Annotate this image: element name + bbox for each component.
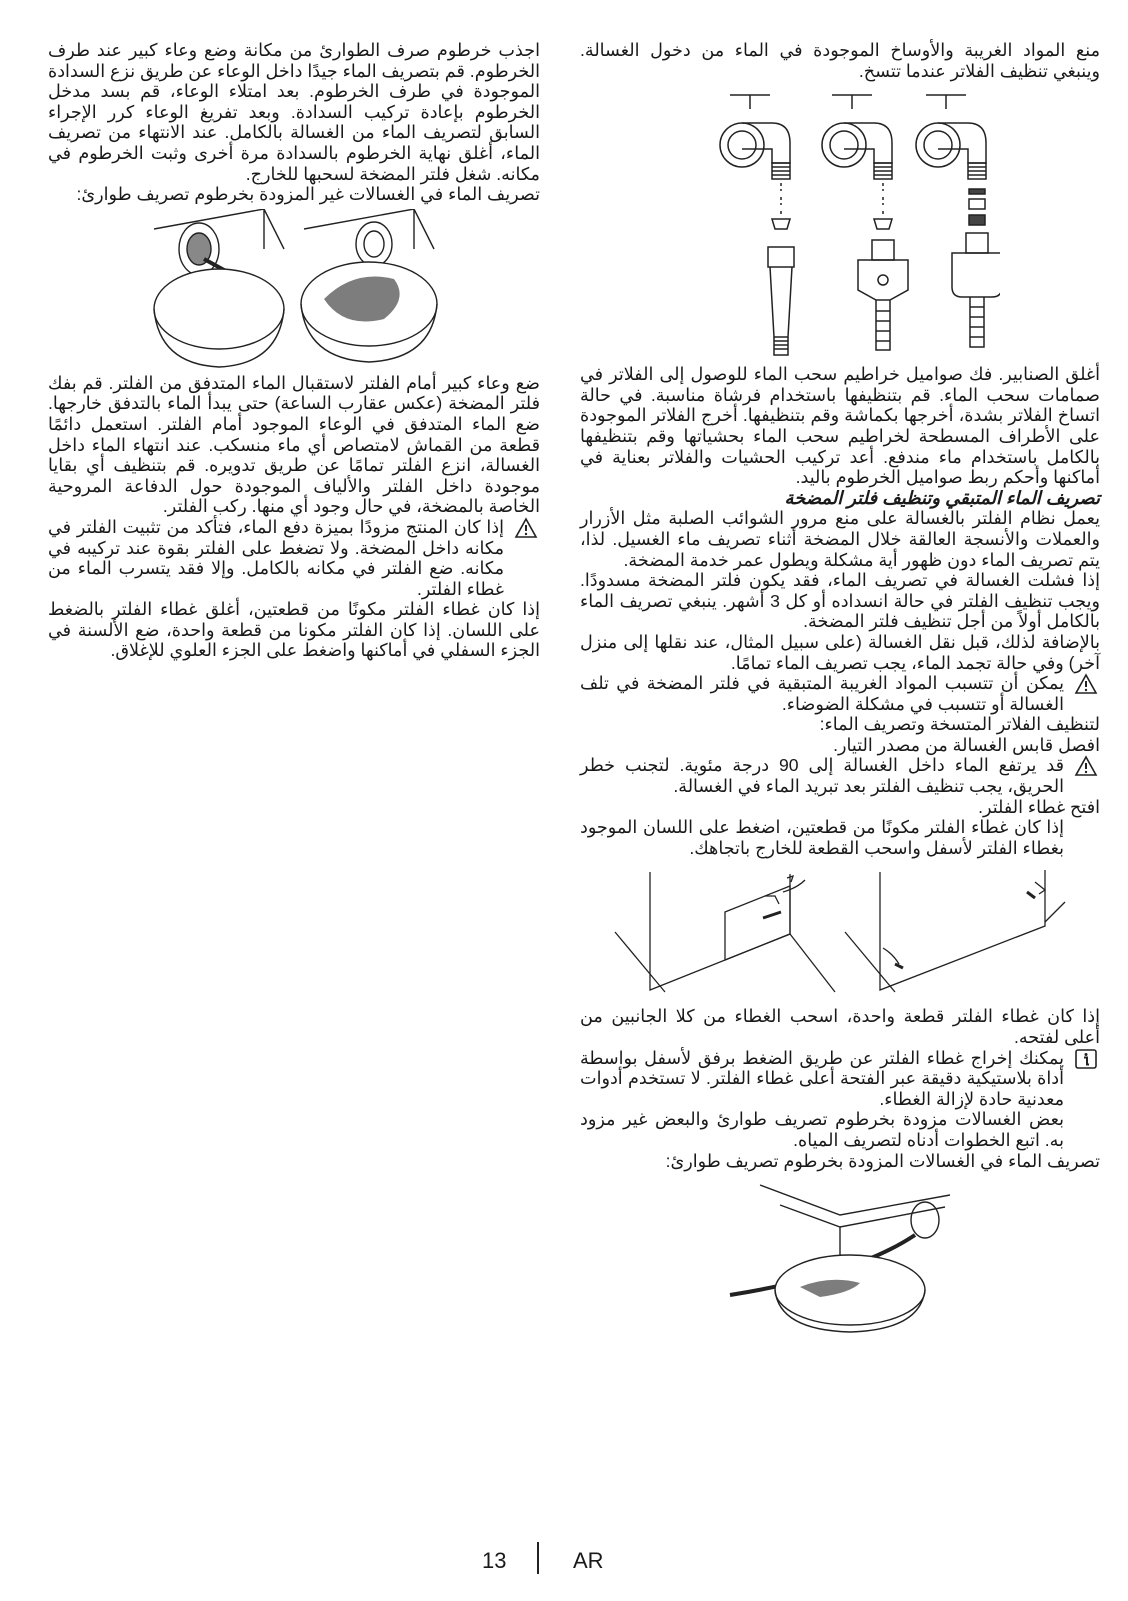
page-number: 13 <box>482 1548 507 1573</box>
info-note <box>580 1048 1100 1110</box>
tap-icon <box>720 95 794 355</box>
warning-triangle-icon <box>512 517 540 539</box>
unplug-paragraph: افصل قابس الغسالة من مصدر التيار. <box>833 734 1100 755</box>
with-hose-paragraph: تصريف الماء في الغسالات المزودة بخرطوم تصريف طوارئ: <box>665 1150 1100 1171</box>
pump-paragraph: يعمل نظام الفلتر بالغسالة على منع مرور الشوائب الصلبة مثل الأزرار والعملات والأنسجة العالقة خلال المضخة أثناء تصريف ماء الغسيل. لذا، يتم تصريف الماء دون ظهور أية مشكلة ويطول عمر خدمة المضخة. <box>580 508 1100 570</box>
section-heading: تصريف الماء المتبقي وتنظيف فلتر المضخة <box>784 487 1100 508</box>
pump-filter-illustration <box>144 209 444 369</box>
container-paragraph: ضع وعاء كبير أمام الفلتر لاستقبال الماء المتدفق من الفلتر. قم بفك فلتر المضخة (عكس عقارب الساعة) حتى يبدأ الماء بالتدفق خارجها. ضع الماء المتدفق في الوعاء الموجود أمام الفلتر. استعمل دائمًا قطعة من القماش لامتصاص أي ماء منسكب. عند انتهاء الماء داخل الغسالة، انزع الفلتر تمامًا عن طريق تدويره. قم بتنظيف أي بقايا موجودة داخل الفلتر والألياف الموجودة حول الدفاعة المروحية الخاصة بالمضخة، في حال وجود أي منها. ركب الفلتر. <box>48 372 540 517</box>
two-piece-paragraph: إذا كان غطاء الفلتر مكونًا من قطعتين، اضغط على اللسان الموجود بغطاء الفلتر لأسفل واسحب القطعة للخارج باتجاهك. <box>580 817 1064 858</box>
steps-paragraph: لتنظيف الفلاتر المتسخة وتصريف الماء: <box>819 714 1100 735</box>
warning-note <box>48 517 540 599</box>
footer-divider <box>537 1542 539 1574</box>
info-text: يمكنك إخراج غطاء الفلتر عن طريق الضغط برفق لأسفل بواسطة أداة بلاستيكية دقيقة عبر الفتحة أعلى غطاء الفلتر. لا تستخدم أدوات معدنية حادة لإزالة الغطاء. <box>580 1047 1064 1109</box>
intro-paragraph: منع المواد الغريبة والأوساخ الموجودة في الماء من دخول الغسالة. وينبغي تنظيف الفلاتر عندما تتسخ. <box>580 40 1100 81</box>
emergency-hose-illustration <box>720 1175 960 1340</box>
transport-paragraph: بالإضافة لذلك، قبل نقل الغسالة (على سبيل المثال، عند نقلها إلى منزل آخر) وفي حالة تجمد الماء، يجب تصريف الماء تمامًا. <box>580 631 1100 673</box>
close-cover-paragraph: إذا كان غطاء الفلتر مكونًا من قطعتين، أغلق غطاء الفلتر بالضغط على اللسان. إذا كان الفلتر مكونا من قطعة واحدة، ضع الألسنة في الجزء السفلي في أماكنها واضغط على الجزء العلوي للإغلاق. <box>48 599 540 661</box>
tap-icon <box>916 95 1000 347</box>
warning-triangle-icon <box>1072 673 1100 695</box>
filter-cover-illustration <box>605 862 1075 1002</box>
language-code: AR <box>573 1548 604 1573</box>
fail-paragraph: إذا فشلت الغسالة في تصريف الماء، فقد يكون فلتر المضخة مسدودًا. ويجب تنظيف الفلتر في حالة انسداده أو كل 3 أشهر. ينبغي تصريف الماء بالكامل أولاً من أجل تنظيف فلتر المضخة. <box>580 570 1100 632</box>
warning-text: إذا كان المنتج مزودًا بميزة دفع الماء، فتأكد من تثبيت الفلتر في مكانه داخل المضخة. ولا تضغط على الفلتر بقوة عند تركيبه في مكانه. ضع الفلتر في مكانه بالكامل. وإلا فقد يتسرب الماء من غطاء الفلتر. <box>48 516 504 599</box>
open-cover-paragraph: افتح غطاء الفلتر. <box>978 796 1100 817</box>
warning-text: قد يرتفع الماء داخل الغسالة إلى 90 درجة مئوية. لتجنب خطر الحريق، يجب تنظيف الفلتر بعد تبريد الماء في الغسالة. <box>580 755 1064 797</box>
taps-paragraph: أغلق الصنابير. فك صواميل خراطيم سحب الماء للوصول إلى الفلاتر في صمامات سحب الماء. قم بتنظيفها باستخدام فرشاة مناسبة. في حالة اتساخ الفلاتر بشدة، أخرجها بكماشة وقم بتنظيفها. أخرج الفلاتر الموجودة على الأطراف المسطحة لخراطيم سحب الماء بحشياتها وقم بتنظيفها بالكامل باستخدام ماء مندفع. أعد تركيب الحشيات والفلاتر بعناية في أماكنها وأحكم ربط صواميل الخرطوم باليد. <box>580 364 1100 488</box>
page-footer <box>0 1540 1128 1580</box>
pull-hose-paragraph: اجذب خرطوم صرف الطوارئ من مكانة وضع وعاء كبير عند طرف الخرطوم. قم بتصريف الماء جيدًا داخل الوعاء عن طريق نزع السدادة الموجودة في طرف الخرطوم. بعد امتلاء الوعاء، قم بسد مدخل الخرطوم بإعادة تركيب السدادة. وبعد تفريغ الوعاء كرر الإجراء السابق لتصريف الماء من الغسالة بالكامل. عند الانتهاء من تصريف الماء، أغلق نهاية الخرطوم بالسدادة مرة أخرى وثبت الخرطوم في مكانه. شغل فلتر المضخة لسحبها للخارج. <box>48 40 540 184</box>
warning-note <box>580 755 1100 796</box>
without-hose-paragraph: تصريف الماء في الغسالات غير المزودة بخرطوم تصريف طوارئ: <box>76 184 540 205</box>
tap-icon <box>822 95 908 350</box>
inlet-filters-illustration <box>680 85 1000 360</box>
warning-text: يمكن أن تتسبب المواد الغريبة المتبقية في فلتر المضخة في تلف الغسالة أو تتسبب في مشكلة الضوضاء. <box>580 673 1064 714</box>
info-icon <box>1072 1048 1100 1070</box>
one-piece-paragraph: إذا كان غطاء الفلتر قطعة واحدة، اسحب الغطاء من كلا الجانبين من أعلى لفتحه. <box>580 1006 1100 1048</box>
warning-triangle-icon <box>1072 755 1100 777</box>
warning-note <box>580 673 1100 714</box>
some-machines-paragraph: بعض الغسالات مزودة بخرطوم تصريف طوارئ والبعض غير مزود به. اتبع الخطوات أدناه لتصريف المياه. <box>580 1109 1064 1150</box>
right-column <box>580 40 1100 1344</box>
left-column <box>48 40 540 661</box>
